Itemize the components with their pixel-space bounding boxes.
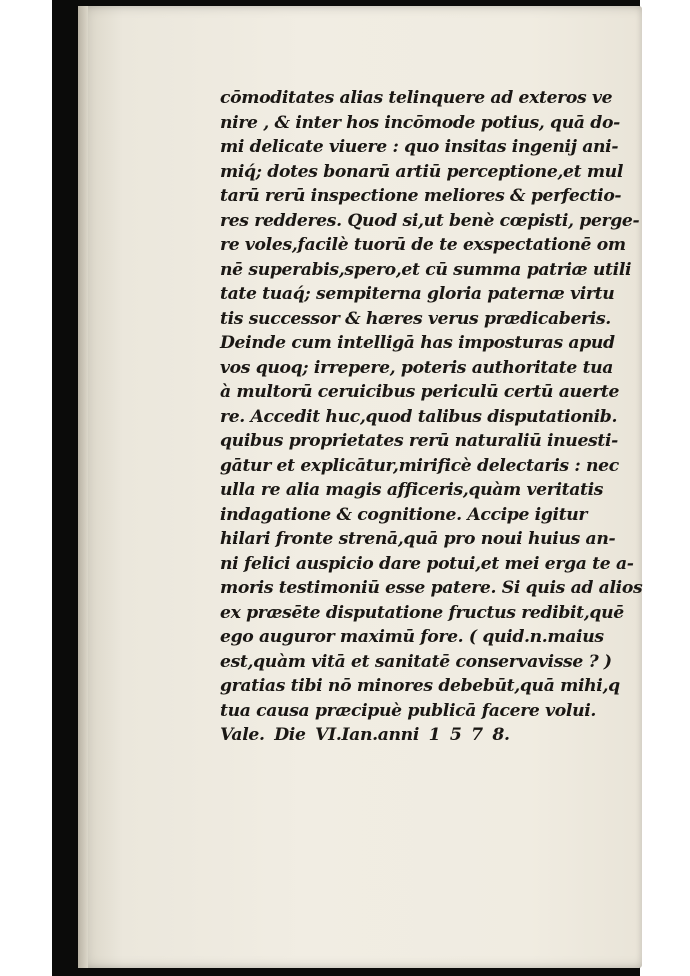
page-gutter [78, 6, 88, 968]
text-line: res redderes. Quod si,ut benè cœpisti, perge- [220, 210, 640, 231]
text-line: moris testimoniū esse patere. Si quis ad alios [220, 578, 643, 598]
text-line: à multorū ceruicibus periculū certū auerte [220, 382, 620, 402]
text-line: vos quoq; irrepere, poteris authoritate tua [220, 357, 614, 378]
text-line: tarū rerū inspectione meliores & perfectio- [220, 186, 622, 206]
text-line: re voles,facilè tuorū de te exspectationē om [220, 235, 626, 255]
text-line: tua causa præcipuè publicā facere volui. [220, 700, 597, 721]
text-line: est,quàm vitā et sanitatē conservavisse ? ) [220, 651, 612, 672]
text-line: nē superabis,spero,et cū summa patriæ utili [220, 259, 632, 280]
text-line: tis successor & hæres verus prædicaberis. [220, 308, 611, 329]
text-line: ni felici auspicio dare potui,et mei erga te a- [220, 553, 634, 574]
text-line: re. Accedit huc,quod talibus disputationib. [220, 406, 618, 427]
text-line: ex præsēte disputatione fructus redibit,quē [220, 602, 624, 623]
date-line: Vale. Die VI.Ian.anni 1 5 7 8. [220, 725, 510, 745]
text-line: ulla re alia magis afficeris,quàm veritatis [220, 480, 604, 500]
text-line: gratias tibi nō minores debebūt,quā mihi,q [220, 676, 620, 696]
text-line: indagatione & cognitione. Accipe igitur [220, 504, 588, 525]
text-line: Deinde cum intelligā has imposturas apud [220, 333, 615, 353]
text-line: mi delicate viuere : quo insitas ingenij ani- [220, 137, 619, 157]
text-line: ego auguror maximū fore. ( quid.n.maius [220, 627, 604, 647]
page-text [220, 86, 643, 748]
text-line: cōmoditates alias telinquere ad exteros ve [220, 88, 613, 108]
text-line: miq́; dotes bonarū artiū perceptione,et mul [220, 161, 624, 182]
text-line: tate tuaq́; sempiterna gloria paternæ virtu [220, 284, 615, 304]
text-line: gātur et explicātur,mirificè delectaris : nec [220, 455, 619, 476]
text-line: nire , & inter hos incōmode potius, quā do- [220, 112, 620, 133]
text-line: quibus proprietates rerū naturaliū inuesti- [220, 431, 618, 451]
text-line: hilari fronte strenā,quā pro noui huius an- [220, 529, 616, 549]
